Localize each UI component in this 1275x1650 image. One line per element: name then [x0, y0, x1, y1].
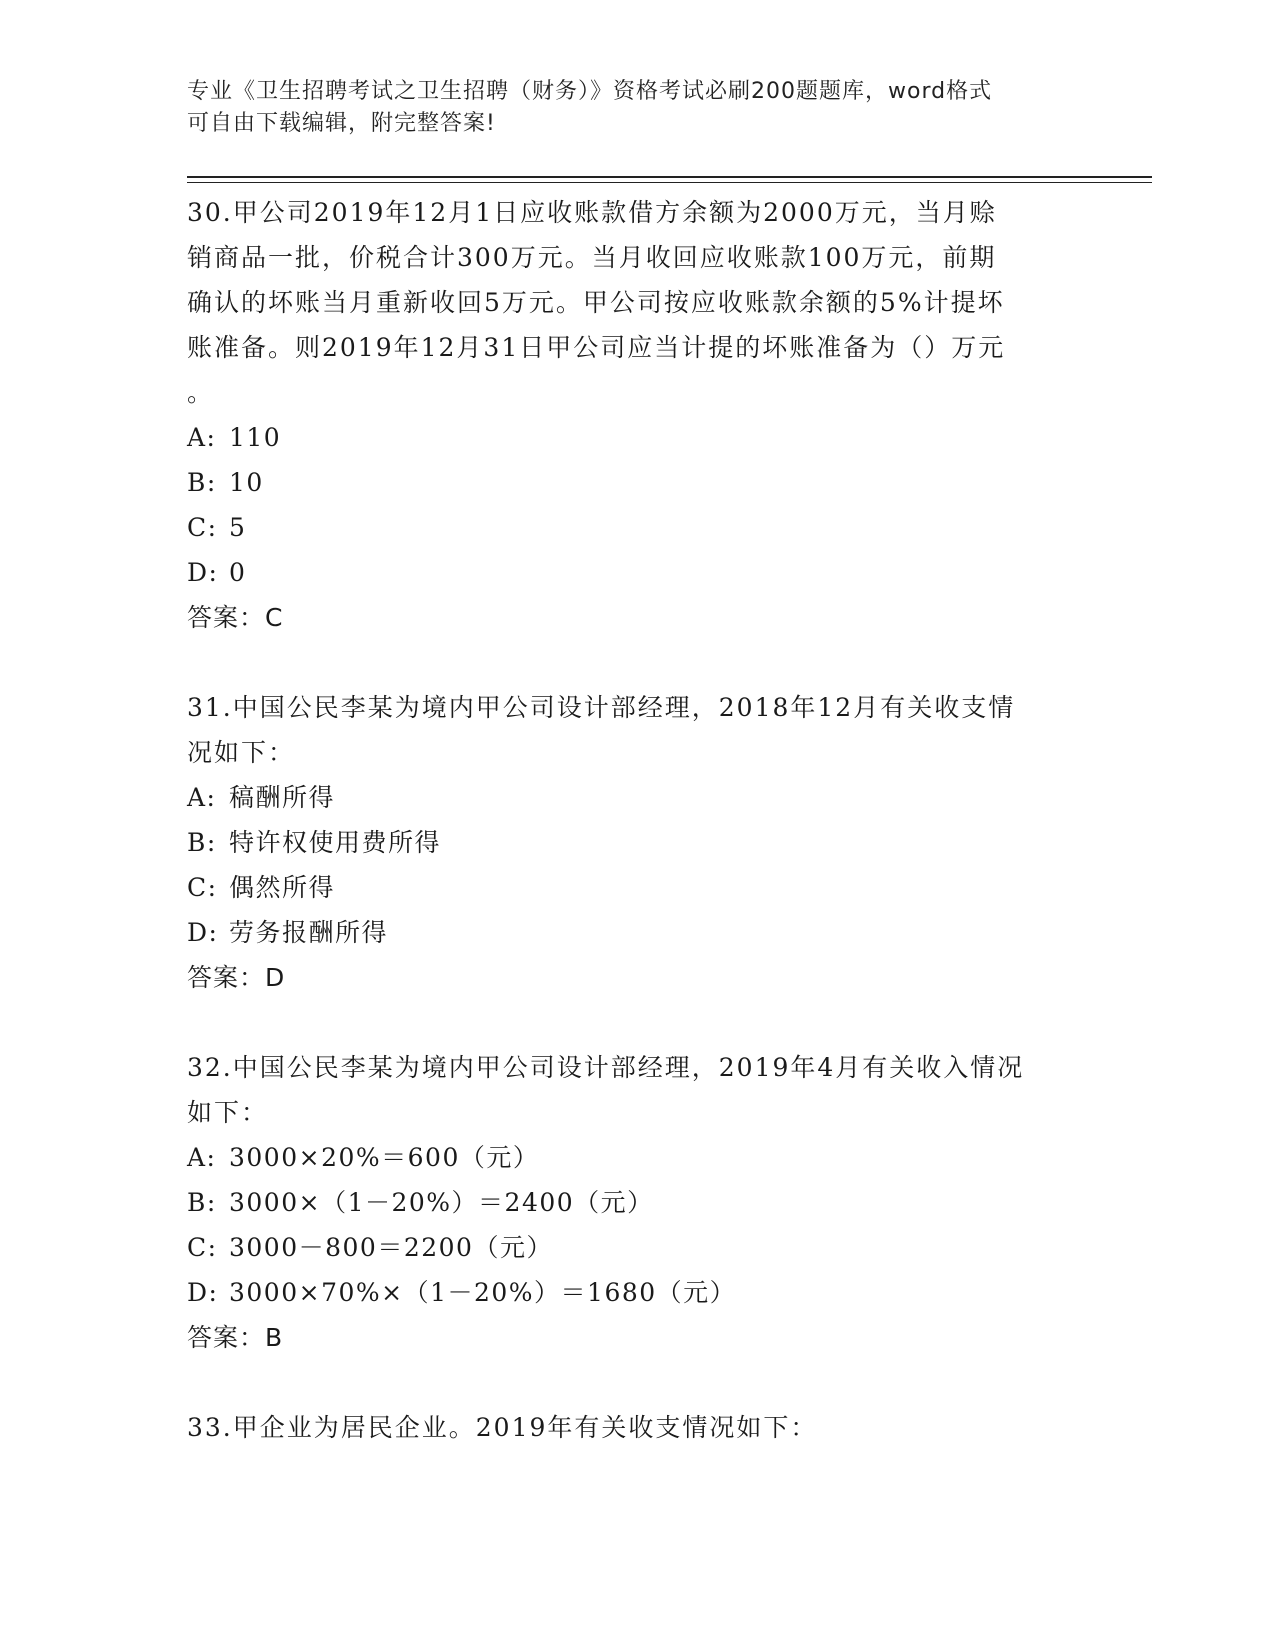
- document-header: [187, 76, 1067, 140]
- option-text: 特许权使用费所得: [229, 828, 442, 857]
- option-label: A:: [187, 783, 217, 812]
- question-line: 况如下：: [187, 738, 296, 767]
- question-line: 如下：: [187, 1098, 269, 1127]
- question-32: [187, 1045, 1087, 1360]
- question-30: [187, 190, 1087, 640]
- question-line: 33.甲企业为居民企业。2019年有关收支情况如下：: [187, 1413, 818, 1442]
- option-text: 110: [229, 423, 282, 452]
- question-line: 确认的坏账当月重新收回5万元。甲公司按应收账款余额的5%计提坏: [187, 288, 1005, 317]
- option-label: C:: [187, 873, 218, 902]
- option-label: C:: [187, 1233, 218, 1262]
- header-line-1: 专业《卫生招聘考试之卫生招聘（财务）》资格考试必刷200题题库，word格式: [187, 79, 993, 104]
- option-c: [187, 1225, 1087, 1270]
- option-label: B:: [187, 828, 217, 857]
- option-a: [187, 415, 1087, 460]
- option-text: 3000×（1－20%）＝2400（元）: [229, 1188, 654, 1217]
- question-line: 30.甲公司2019年12月1日应收账款借方余额为2000万元，当月赊: [187, 198, 997, 227]
- option-d: [187, 1270, 1087, 1315]
- option-b: [187, 820, 1087, 865]
- option-label: A:: [187, 1143, 217, 1172]
- question-line: 。: [187, 378, 215, 407]
- option-label: C:: [187, 513, 218, 542]
- answer-text: 答案：B: [187, 1323, 284, 1352]
- option-d: [187, 910, 1087, 955]
- option-text: 偶然所得: [229, 873, 336, 902]
- question-31: [187, 685, 1087, 1000]
- option-text: 劳务报酬所得: [229, 918, 389, 947]
- option-label: D:: [187, 1278, 219, 1307]
- option-c: [187, 505, 1087, 550]
- option-text: 0: [229, 558, 247, 587]
- option-text: 10: [229, 468, 264, 497]
- option-c: [187, 865, 1087, 910]
- question-line: 31.中国公民李某为境内甲公司设计部经理，2018年12月有关收支情: [187, 693, 1016, 722]
- option-text: 稿酬所得: [229, 783, 336, 812]
- option-label: B:: [187, 1188, 217, 1217]
- option-label: D:: [187, 558, 219, 587]
- option-text: 3000×20%＝600（元）: [229, 1143, 540, 1172]
- option-text: 5: [229, 513, 247, 542]
- question-line: 32.中国公民李某为境内甲公司设计部经理，2019年4月有关收入情况: [187, 1053, 1025, 1082]
- option-b: [187, 460, 1087, 505]
- option-text: 3000－800＝2200（元）: [229, 1233, 553, 1262]
- option-label: D:: [187, 918, 219, 947]
- question-33: [187, 1405, 1087, 1450]
- question-line: 销商品一批，价税合计300万元。当月收回应收账款100万元，前期: [187, 243, 997, 272]
- answer-text: 答案：D: [187, 963, 286, 992]
- option-a: [187, 775, 1087, 820]
- answer-text: 答案：C: [187, 603, 284, 632]
- header-line-2: 可自由下载编辑，附完整答案!: [187, 111, 496, 136]
- question-line: 账准备。则2019年12月31日甲公司应当计提的坏账准备为（）万元: [187, 333, 1006, 362]
- option-text: 3000×70%×（1－20%）＝1680（元）: [229, 1278, 737, 1307]
- header-divider-thick: [187, 176, 1152, 178]
- header-divider-thin: [187, 182, 1152, 183]
- option-d: [187, 550, 1087, 595]
- option-a: [187, 1135, 1087, 1180]
- option-label: A:: [187, 423, 217, 452]
- question-list: [187, 190, 1087, 1450]
- option-label: B:: [187, 468, 217, 497]
- option-b: [187, 1180, 1087, 1225]
